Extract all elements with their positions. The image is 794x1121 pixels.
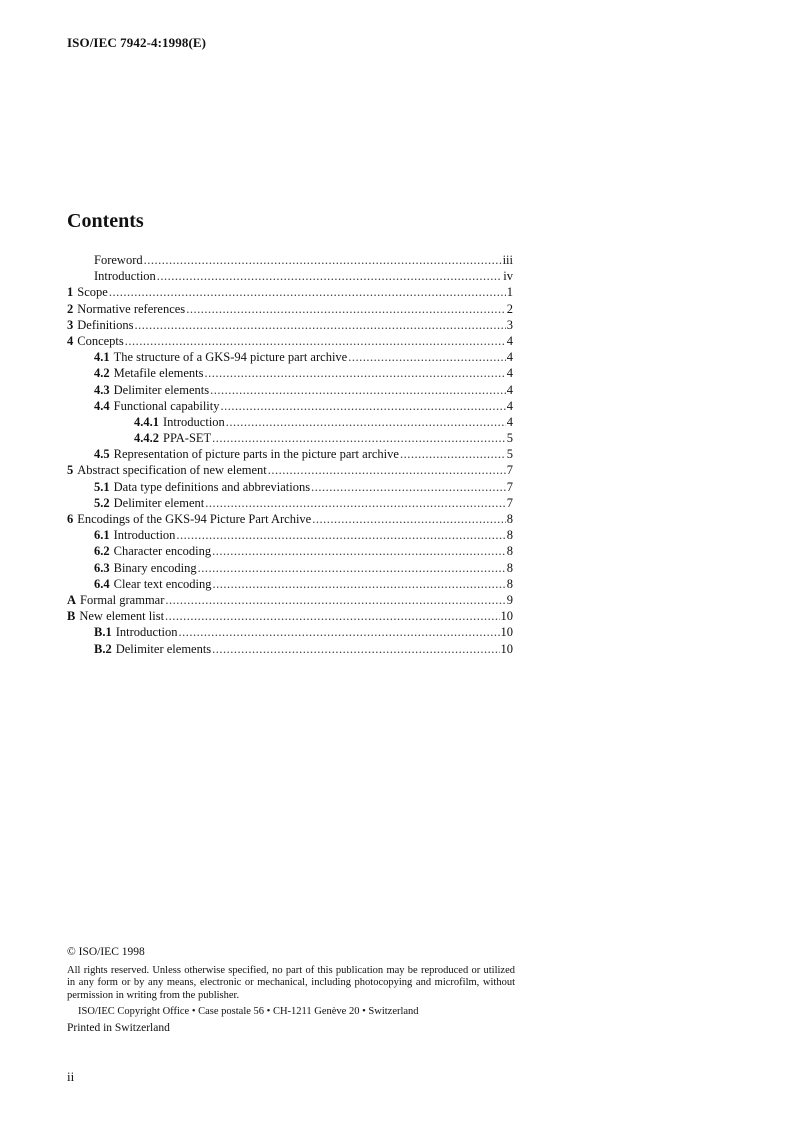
- toc-leader-dots: [125, 333, 506, 349]
- toc-entry-page: iii: [502, 253, 513, 267]
- toc-entry-title: Introduction: [115, 625, 178, 640]
- toc-entry-title: Abstract specification of new element: [77, 463, 267, 478]
- toc-entry-number: 4.4: [94, 398, 110, 413]
- toc-leader-dots: [221, 398, 506, 414]
- toc-leader-dots: [212, 641, 499, 657]
- toc-entry-title: Encodings of the GKS-94 Picture Part Archive: [77, 512, 312, 526]
- toc-entry-title: Functional capability: [113, 398, 220, 413]
- toc-entry-number: B.1: [94, 625, 112, 640]
- page-number: ii: [67, 1069, 75, 1084]
- toc-entry: [67, 608, 513, 624]
- toc-entry-title: Character encoding: [113, 544, 212, 559]
- toc-entry-title: Introduction: [163, 414, 225, 429]
- toc-entry-number: 4.5: [94, 447, 110, 462]
- toc-entry-title: Introduction: [94, 269, 156, 284]
- toc-entry-title: The structure of a GKS-94 picture part archive: [113, 350, 348, 365]
- toc-entry-page: 4: [506, 366, 513, 381]
- toc-entry-page: 8: [506, 528, 513, 543]
- document-identifier: ISO/IEC 7942-4:1998(E): [67, 35, 207, 50]
- toc-entry-title: Introduction: [113, 528, 176, 543]
- toc-entry-page: 4: [506, 382, 513, 397]
- toc-entry-number: 4.4.1: [134, 414, 159, 429]
- toc-entry-page: 4: [506, 350, 513, 365]
- copyright-line: © ISO/IEC 1998: [67, 946, 145, 958]
- copyright-office-address: ISO/IEC Copyright Office • Case postale 56 • CH-1211 Genève 20 • Switzerland: [78, 1006, 419, 1017]
- toc-leader-dots: [212, 543, 506, 559]
- toc-entry: [67, 268, 513, 284]
- toc-entry-title: Data type definitions and abbreviations: [113, 479, 311, 494]
- contents-heading: Contents: [67, 210, 144, 232]
- toc-entry: [67, 301, 513, 317]
- toc-entry-title: Scope: [77, 285, 108, 300]
- toc-entry: [67, 479, 513, 495]
- copyright-block: [67, 946, 515, 1034]
- toc-entry-number: B: [67, 609, 76, 624]
- toc-leader-dots: [179, 624, 500, 640]
- toc-leader-dots: [311, 479, 506, 495]
- toc-leader-dots: [205, 365, 506, 381]
- toc-entry: [67, 560, 513, 576]
- toc-entry-page: 4: [506, 333, 513, 348]
- toc-entry-page: 10: [500, 641, 513, 656]
- toc-entry-page: 3: [506, 317, 513, 332]
- toc-entry: [67, 252, 513, 268]
- toc-entry: [67, 495, 513, 511]
- toc-entry-number: A: [67, 592, 77, 607]
- toc-leader-dots: [198, 560, 506, 576]
- toc-entry: [67, 333, 513, 349]
- toc-leader-dots: [226, 414, 506, 430]
- toc-entry-number: 4.4.2: [134, 431, 159, 446]
- toc-entry-title: Concepts: [77, 333, 124, 348]
- toc-entry-title: Delimiter element: [113, 495, 205, 510]
- toc-entry-page: 10: [500, 609, 513, 624]
- toc-leader-dots: [165, 592, 505, 608]
- toc-entry-page: 7: [506, 495, 513, 510]
- toc-entry: [67, 624, 513, 640]
- toc-entry-number: 4.1: [94, 350, 110, 365]
- toc-leader-dots: [400, 446, 506, 462]
- toc-entry-title: Representation of picture parts in the picture part archive: [113, 447, 399, 462]
- toc-entry-title: Metafile elements: [113, 366, 204, 381]
- toc-entry-page: 4: [506, 414, 513, 429]
- toc-entry-page: 4: [506, 398, 513, 413]
- toc-entry-page: 9: [506, 592, 513, 607]
- toc-leader-dots: [176, 527, 505, 543]
- toc-leader-dots: [348, 349, 506, 365]
- toc-entry-page: 8: [506, 544, 513, 559]
- toc-leader-dots: [268, 462, 506, 478]
- toc-entry-title: Normative references: [77, 301, 186, 316]
- toc-leader-dots: [109, 284, 506, 300]
- toc-entry-title: Delimiter elements: [113, 382, 210, 397]
- toc-entry-number: 3: [67, 317, 74, 332]
- toc-entry-page: 8: [506, 560, 513, 575]
- toc-entry: [67, 430, 513, 446]
- toc-entry-number: 2: [67, 301, 74, 316]
- toc-entry-title: Binary encoding: [113, 560, 197, 575]
- toc-entry-number: B.2: [94, 641, 112, 656]
- toc-entry-page: 5: [506, 447, 513, 462]
- toc-entry: [67, 317, 513, 333]
- toc-leader-dots: [135, 317, 506, 333]
- toc-entry-number: 5.1: [94, 479, 110, 494]
- toc-entry: [67, 462, 513, 478]
- toc-entry-number: 4: [67, 333, 74, 348]
- toc-entry: [67, 446, 513, 462]
- toc-entry-title: Formal grammar: [80, 592, 165, 607]
- toc-entry: [67, 527, 513, 543]
- toc-entry: [67, 543, 513, 559]
- toc-entry-page: 7: [506, 463, 513, 478]
- toc-entry-page: 7: [506, 479, 513, 494]
- toc-entry: [67, 414, 513, 430]
- toc-leader-dots: [144, 252, 502, 268]
- toc-entry: [67, 365, 513, 381]
- toc-leader-dots: [165, 608, 499, 624]
- toc-entry: [67, 592, 513, 608]
- toc-entry-title: New element list: [79, 609, 165, 624]
- toc-entry-title: Delimiter elements: [115, 641, 212, 656]
- toc-leader-dots: [205, 495, 506, 511]
- toc-entry-number: 5: [67, 463, 74, 478]
- toc-entry-page: 8: [506, 576, 513, 591]
- table-of-contents: [67, 252, 513, 657]
- toc-entry-page: 5: [506, 431, 513, 446]
- toc-entry-number: 6: [67, 512, 74, 526]
- toc-entry: [67, 284, 513, 300]
- toc-entry: [67, 398, 513, 414]
- toc-entry-page: iv: [503, 269, 513, 284]
- rights-notice: All rights reserved. Unless otherwise specified, no part of this publication may be reproduced or utilized in any form or by any means, electronic or mechanical, including photocopying and microfilm, without permission in writing from the publisher.: [67, 964, 515, 1001]
- toc-entry-page: 1: [506, 285, 513, 300]
- toc-leader-dots: [212, 430, 506, 446]
- toc-entry-title: Definitions: [77, 317, 134, 332]
- toc-entry-page: 2: [506, 301, 513, 316]
- toc-entry-page: 10: [500, 625, 513, 640]
- toc-entry-title: Clear text encoding: [113, 576, 212, 591]
- toc-entry-title: PPA-SET: [163, 431, 212, 446]
- toc-entry-number: 6.2: [94, 544, 110, 559]
- toc-entry-page: 8: [506, 512, 513, 526]
- toc-entry-number: 6.4: [94, 576, 110, 591]
- toc-leader-dots: [210, 382, 506, 398]
- toc-entry-number: 1: [67, 285, 74, 300]
- toc-entry-number: 5.2: [94, 495, 110, 510]
- toc-leader-dots: [186, 301, 506, 317]
- toc-entry: [67, 576, 513, 592]
- toc-entry: [67, 641, 513, 657]
- toc-entry-number: 4.3: [94, 382, 110, 397]
- toc-leader-dots: [157, 268, 502, 284]
- printed-in-notice: Printed in Switzerland: [67, 1021, 170, 1034]
- toc-entry-number: 6.3: [94, 560, 110, 575]
- toc-leader-dots: [312, 511, 506, 527]
- toc-entry: [67, 349, 513, 365]
- toc-entry-title: Foreword: [94, 253, 143, 267]
- toc-entry-number: 4.2: [94, 366, 110, 381]
- toc-entry: [67, 382, 513, 398]
- toc-leader-dots: [213, 576, 506, 592]
- toc-entry: [67, 511, 513, 527]
- toc-entry-number: 6.1: [94, 528, 110, 543]
